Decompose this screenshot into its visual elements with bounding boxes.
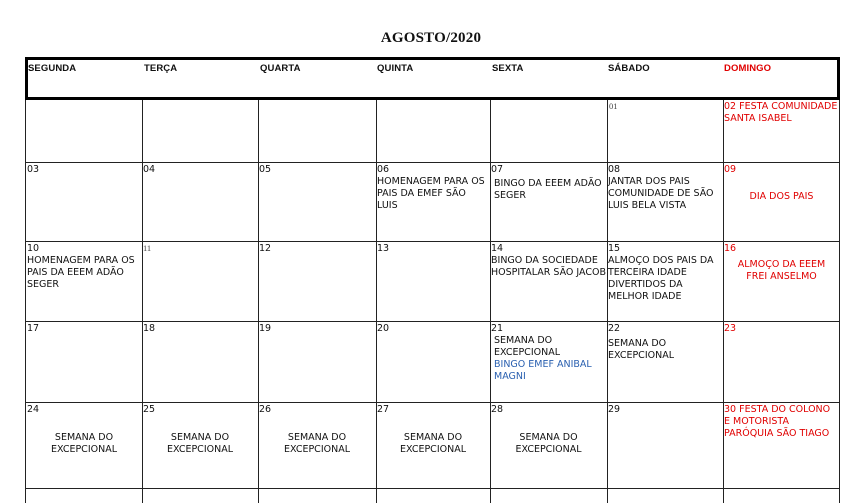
day-number: 02 — [724, 101, 737, 112]
day-number: 21 — [491, 323, 504, 334]
day-number: 17 — [27, 323, 40, 334]
weekday-saturday: SÁBADO — [608, 63, 650, 74]
day-number: 22 — [608, 323, 621, 334]
day-event-secondary: BINGO EMEF ANIBAL MAGNI — [494, 359, 592, 382]
day-number: 05 — [259, 164, 272, 175]
day-event: ALMOÇO DA EEEM FREI ANSELMO — [737, 259, 826, 282]
day-number: 03 — [27, 164, 40, 175]
day-number: 16 — [724, 243, 737, 254]
day-cell-06 — [377, 164, 489, 212]
day-cell-20 — [377, 323, 489, 335]
day-cell-15 — [608, 243, 722, 303]
day-cell-16 — [724, 243, 839, 283]
day-cell-03 — [27, 164, 141, 176]
day-number: 09 — [724, 164, 737, 175]
day-number: 08 — [608, 164, 621, 175]
day-number: 10 — [27, 243, 40, 254]
day-event: ALMOÇO DOS PAIS DA TERCEIRA IDADE DIVERTIDOS DA MELHOR IDADE — [608, 255, 714, 302]
day-event: SEMANA DO EXCEPCIONAL — [515, 432, 582, 455]
day-cell-25 — [143, 404, 257, 456]
day-cell-17 — [27, 323, 141, 335]
day-number: 18 — [143, 323, 156, 334]
day-event: HOMENAGEM PARA OS PAIS DA EMEF SÃO LUIS — [377, 176, 485, 211]
day-number: 07 — [491, 164, 504, 175]
day-number: 19 — [259, 323, 272, 334]
day-cell-01 — [609, 100, 721, 112]
day-event: DIA DOS PAIS — [749, 191, 814, 202]
day-cell-09 — [724, 164, 839, 203]
day-cell-24 — [27, 404, 141, 456]
day-cell-22 — [608, 323, 722, 362]
day-number: 01 — [609, 101, 618, 111]
day-number: 24 — [27, 404, 40, 415]
day-event: SEMANA DO EXCEPCIONAL — [51, 432, 117, 455]
day-cell-13 — [377, 243, 489, 255]
day-number: 27 — [377, 404, 390, 415]
day-number: 26 — [259, 404, 272, 415]
weekday-monday: SEGUNDA — [28, 63, 77, 74]
day-cell-02 — [724, 101, 838, 125]
day-cell-04 — [143, 164, 257, 176]
day-event: JANTAR DOS PAIS COMUNIDADE DE SÃO LUIS BELA VISTA — [608, 176, 714, 211]
day-number: 30 — [724, 404, 737, 415]
day-event: SEMANA DO EXCEPCIONAL — [400, 432, 466, 455]
day-cell-21 — [491, 323, 606, 383]
day-cell-27 — [377, 404, 489, 456]
calendar-title: AGOSTO/2020 — [380, 30, 482, 46]
weekday-friday: SEXTA — [492, 63, 524, 74]
day-cell-08 — [608, 164, 722, 212]
day-event: SEMANA DO EXCEPCIONAL — [608, 338, 674, 361]
day-number: 15 — [608, 243, 621, 254]
day-number: 28 — [491, 404, 504, 415]
day-number: 20 — [377, 323, 390, 334]
day-number: 06 — [377, 164, 390, 175]
day-number: 25 — [143, 404, 156, 415]
weekday-sunday: DOMINGO — [724, 63, 772, 74]
day-cell-11 — [143, 242, 257, 254]
day-event: SEMANA DO EXCEPCIONAL — [167, 432, 233, 455]
day-number: 23 — [724, 323, 737, 334]
day-number: 14 — [491, 243, 504, 254]
day-number: 29 — [608, 404, 621, 415]
day-event: BINGO DA EEEM ADÃO SEGER — [494, 178, 602, 201]
day-event: HOMENAGEM PARA OS PAIS DA EEEM ADÃO SEGER — [27, 255, 135, 290]
day-cell-19 — [259, 323, 375, 335]
weekday-tuesday: TERÇA — [144, 63, 178, 74]
day-number: 12 — [259, 243, 272, 254]
day-number: 11 — [143, 243, 152, 253]
day-cell-29 — [608, 404, 722, 416]
day-cell-26 — [259, 404, 375, 456]
day-cell-14 — [491, 243, 606, 279]
day-event: FESTA DO COLONO E MOTORISTA PARÓQUIA SÃO TIAGO — [724, 404, 831, 439]
day-cell-05 — [259, 164, 375, 176]
day-number: 13 — [377, 243, 390, 254]
day-cell-10 — [27, 243, 142, 291]
day-cell-28 — [491, 404, 606, 456]
day-event: SEMANA DO EXCEPCIONAL — [494, 335, 560, 358]
weekday-thursday: QUINTA — [377, 63, 414, 74]
day-event: BINGO DA SOCIEDADE HOSPITALAR SÃO JACOB — [491, 255, 607, 278]
day-cell-12 — [259, 243, 375, 255]
day-cell-18 — [143, 323, 257, 335]
day-cell-23 — [724, 323, 839, 335]
day-cell-30 — [724, 404, 839, 440]
day-event: FESTA COMUNIDADE SANTA ISABEL — [724, 101, 838, 124]
weekday-wednesday: QUARTA — [260, 63, 301, 74]
day-event: SEMANA DO EXCEPCIONAL — [284, 432, 350, 455]
day-number: 04 — [143, 164, 156, 175]
day-cell-07 — [491, 164, 606, 202]
